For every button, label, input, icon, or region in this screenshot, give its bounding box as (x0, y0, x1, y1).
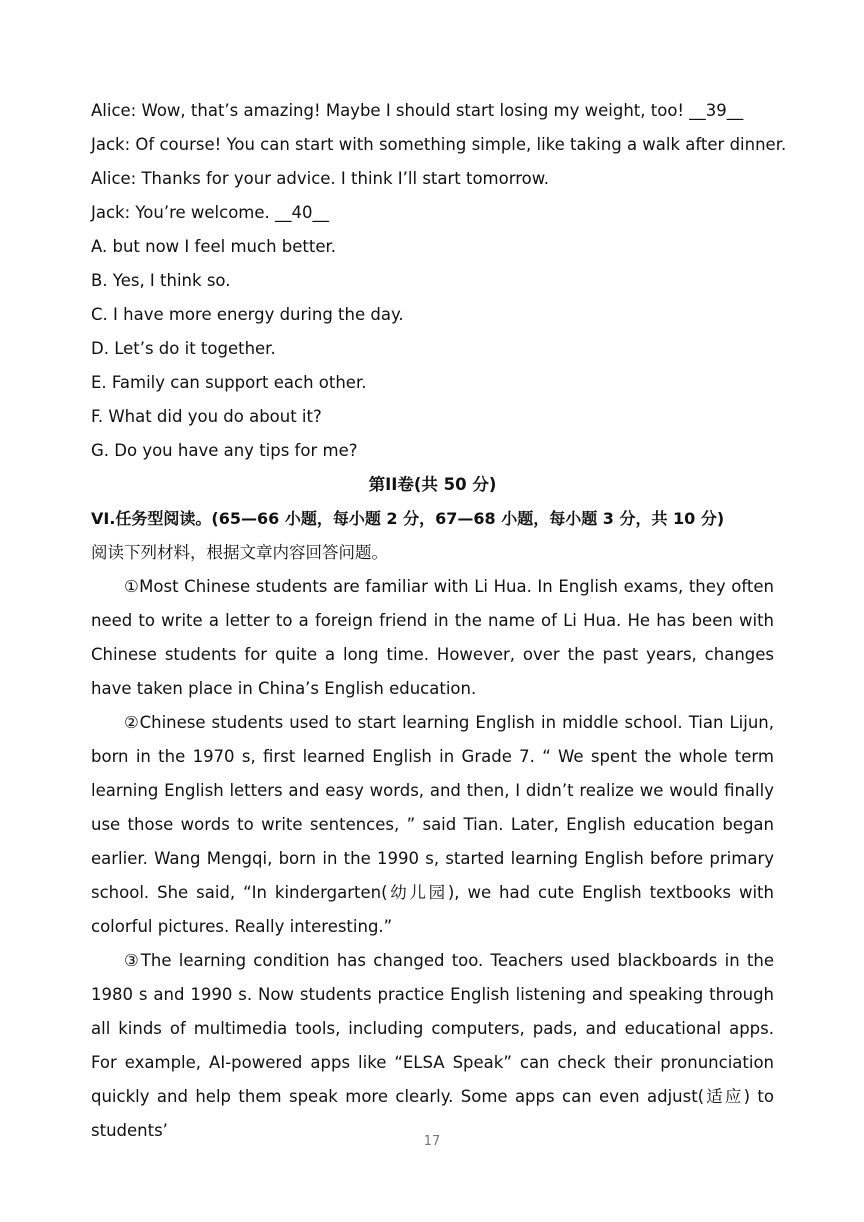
option-f: F. What did you do about it? (91, 407, 322, 426)
option-b: B. Yes, I think so. (91, 271, 231, 290)
section-title: 第II卷(共 50 分) (368, 475, 497, 494)
option-e: E. Family can support each other. (91, 373, 367, 392)
page-number: 17 (423, 1134, 441, 1149)
part-heading: VI.任务型阅读。(65—66 小题，每小题 2 分，67—68 小题，每小题 3 分，共 10 分) (91, 509, 725, 528)
option-d: D. Let’s do it together. (91, 339, 276, 358)
dialogue-line-jack-1: Jack: Of course! You can start with something simple, like taking a walk after dinner. (91, 135, 787, 154)
option-a: A. but now I feel much better. (91, 237, 337, 256)
document-page (91, 94, 787, 1148)
option-c: C. I have more energy during the day. (91, 305, 404, 324)
dialogue-line-jack-2: Jack: You’re welcome. __40__ (91, 203, 330, 222)
dialogue-line-alice-1: Alice: Wow, that’s amazing! Maybe I should start losing my weight, too! __39__ (91, 101, 744, 120)
paragraph-2: ②Chinese students used to start learning English in middle school. Tian Lijun, born in the 1970 s, first learned English in Grade 7. “ We spent the whole term learning English letters and easy words, and then, I didn’t realize we would finally use those words to write sentences, ” said Tian. Later, English education began earlier. Wang Mengqi, born in the 1990 s, started learning English before primary school. She said, “In kindergarten(幼儿园), we had cute English textbooks with colorful pictures. Really interesting.” (91, 713, 774, 936)
instruction: 阅读下列材料，根据文章内容回答问题。 (91, 543, 388, 562)
paragraph-1: ①Most Chinese students are familiar with Li Hua. In English exams, they often need to write a letter to a foreign friend in the name of Li Hua. He has been with Chinese students for quite a long time. However, over the past years, changes have taken place in China’s English education. (91, 577, 774, 698)
paragraph-3: ③The learning condition has changed too. Teachers used blackboards in the 1980 s and 1990 s. Now students practice English listening and speaking through all kinds of multimedia tools, including computers, pads, and educational apps. For example, AI-powered apps like “ELSA Speak” can check their pronunciation quickly and help them speak more clearly. Some apps can even adjust(适应) to students’ (91, 951, 774, 1140)
option-g: G. Do you have any tips for me? (91, 441, 358, 460)
dialogue-line-alice-2: Alice: Thanks for your advice. I think I’ll start tomorrow. (91, 169, 549, 188)
